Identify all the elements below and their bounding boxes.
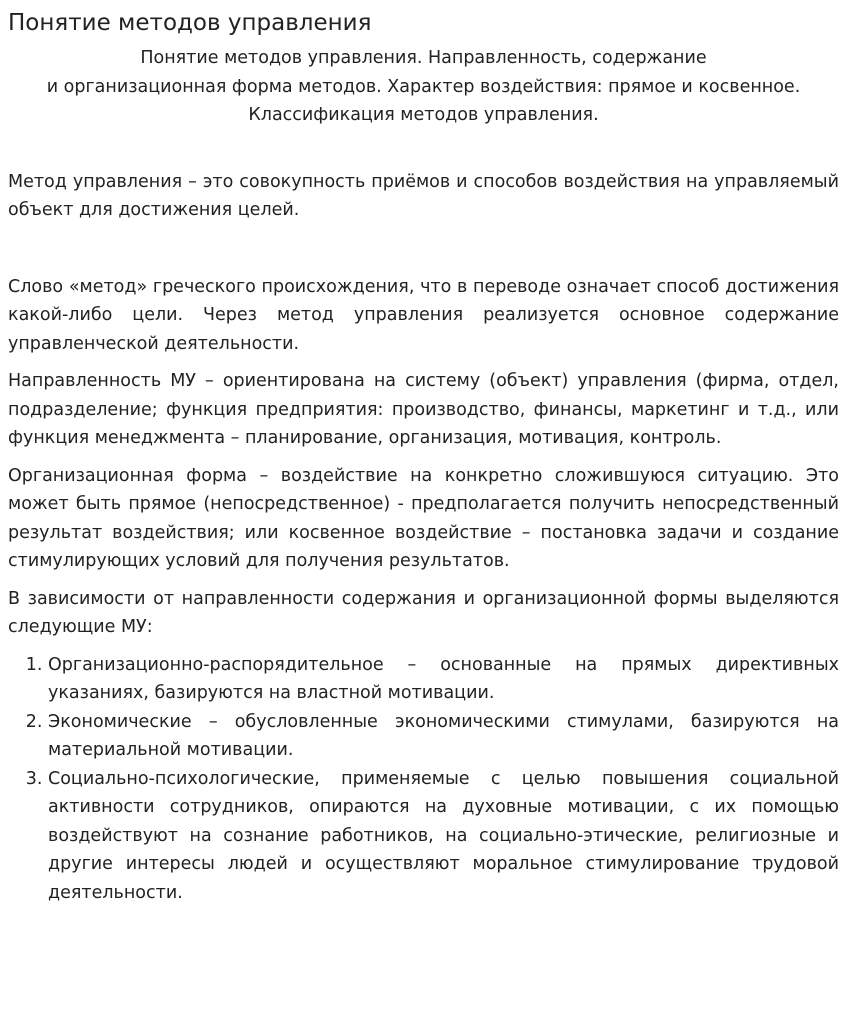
definition-paragraph: Метод управления – это совокупность приёмов и способов воздействия на управляемый объект для достижения целей. bbox=[8, 171, 839, 220]
list-item: 3. Социально-психологические, применяемые с целью повышения социальной активности сотрудников, опираются на духовные мотивации, с их помощью воздействуют на сознание работников, на социально-этические, религиозные и другие интересы людей и осуществляют моральное стимулирование трудовой деятельности. bbox=[48, 765, 839, 908]
methods-list bbox=[8, 651, 839, 908]
subtitle-line: Классификация методов управления. bbox=[248, 105, 599, 125]
list-item: 1. Организационно-распорядительное – основанные на прямых директивных указаниях, базируются на властной мотивации. bbox=[48, 651, 839, 708]
list-item: 2. Экономические – обусловленные экономическими стимулами, базируются на материальной мотивации. bbox=[48, 708, 839, 765]
document-subtitle bbox=[8, 44, 839, 130]
page-title: Понятие методов управления bbox=[8, 10, 372, 36]
direction-paragraph: Направленность МУ – ориентирована на систему (объект) управления (фирма, отдел, подразделение; функция предприятия: производство, финансы, маркетинг и т.д., или функция менеджмента – планирование, организация, мотивация, контроль. bbox=[8, 371, 839, 448]
origin-paragraph: Слово «метод» греческого происхождения, что в переводе означает способ достижения какой-либо цели. Через метод управления реализуется основное содержание управленческой деятельности. bbox=[8, 276, 839, 354]
list-intro-paragraph: В зависимости от направленности содержания и организационной формы выделяются следующие МУ: bbox=[8, 588, 839, 637]
subtitle-line: и организационная форма методов. Характер воздействия: прямое и косвенное. bbox=[46, 76, 801, 97]
org-form-paragraph: Организационная форма – воздействие на конкретно сложившуюся ситуацию. Это может быть прямое (непосредственное) - предполагается получить непосредственный результат воздействия; или косвенное воздействие – постановка задачи и создание стимулирующих условий для получения результатов. bbox=[8, 465, 839, 571]
subtitle-line: Понятие методов управления. Направленность, содержание bbox=[140, 48, 707, 68]
